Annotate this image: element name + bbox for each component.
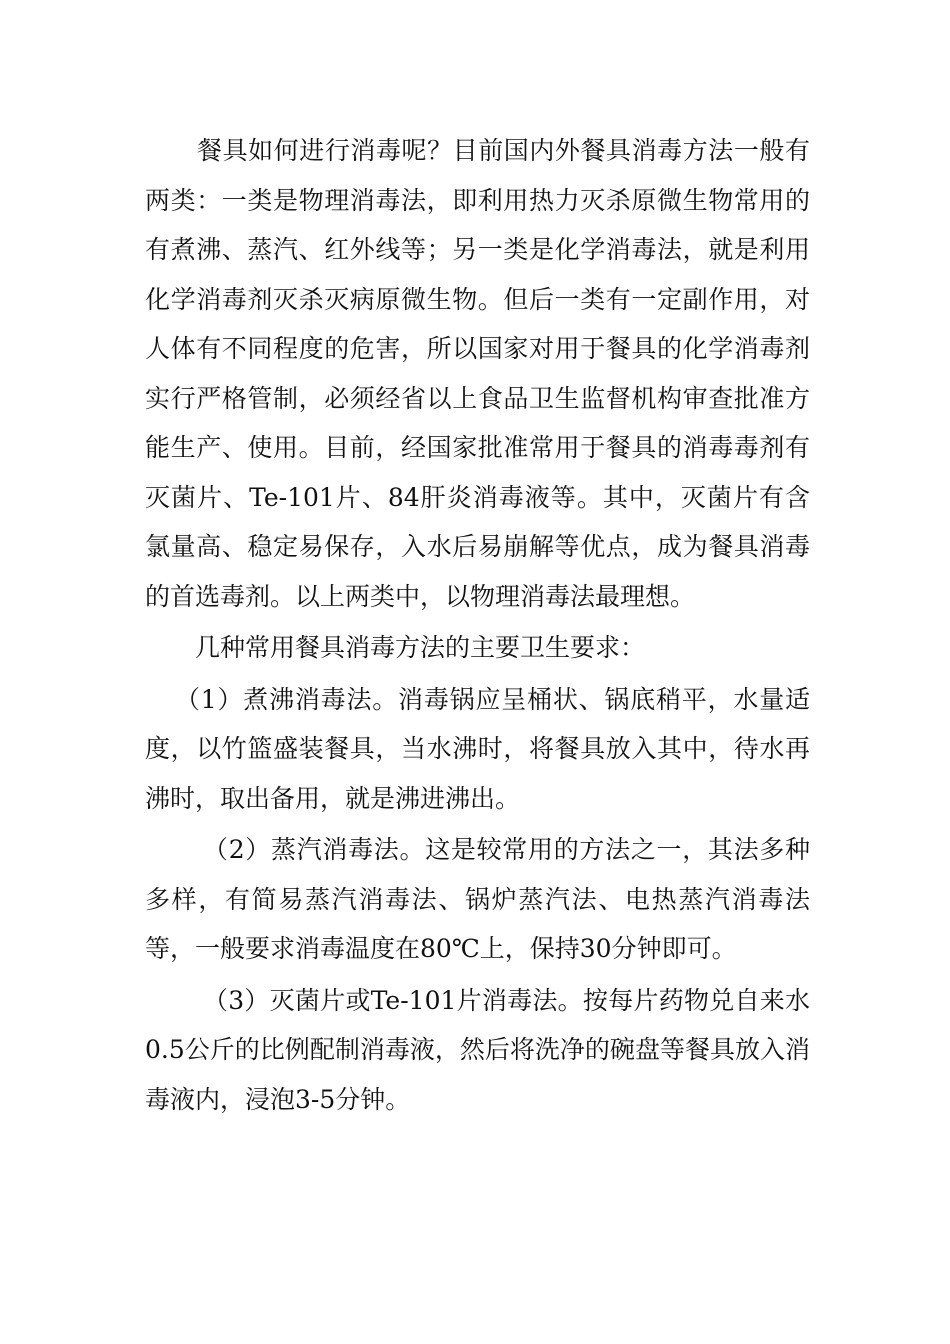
paragraph-tableware-disinfection-overview: 餐具如何进行消毒呢？目前国内外餐具消毒方法一般有两类：一类是物理消毒法，即利用热力灭杀原微生物常用的有煮沸、蒸汽、红外线等；另一类是化学消毒法，就是利用化学消毒剂灭杀灭病原微生物。但后一类有一定副作用，对人体有不同程度的危害，所以国家对用于餐具的化学消毒剂实行严格管制，必须经省以上食品卫生监督机构审查批准方能生产、使用。目前，经国家批准常用于餐具的消毒毒剂有灭菌片、Te-101片、84肝炎消毒液等。其中，灭菌片有含氯量高、稳定易保存，入水后易崩解等优点，成为餐具消毒的首选毒剂。以上两类中，以物理消毒法最理想。 [145,136,810,611]
paragraph-boiling-method: （1）煮沸消毒法。消毒锅应呈桶状、锅底稍平，水量适度，以竹篮盛装餐具，当水沸时，将餐具放入其中，待水再沸时，取出备用，就是沸进沸出。 [145,684,810,813]
document-body [145,126,810,1126]
paragraph-sterilizing-tablet-method: （3）灭菌片或Te-101片消毒法。按每片药物兑自来水0.5公斤的比例配制消毒液，然后将洗净的碗盘等餐具放入消毒液内，浸泡3-5分钟。 [145,985,810,1114]
paragraph-steam-method: （2）蒸汽消毒法。这是较常用的方法之一，其法多种多样，有简易蒸汽消毒法、锅炉蒸汽法、电热蒸汽消毒法等，一般要求消毒温度在80℃上，保持30分钟即可。 [145,835,810,963]
paragraph-hygiene-requirements-intro: 几种常用餐具消毒方法的主要卫生要求： [195,633,646,662]
